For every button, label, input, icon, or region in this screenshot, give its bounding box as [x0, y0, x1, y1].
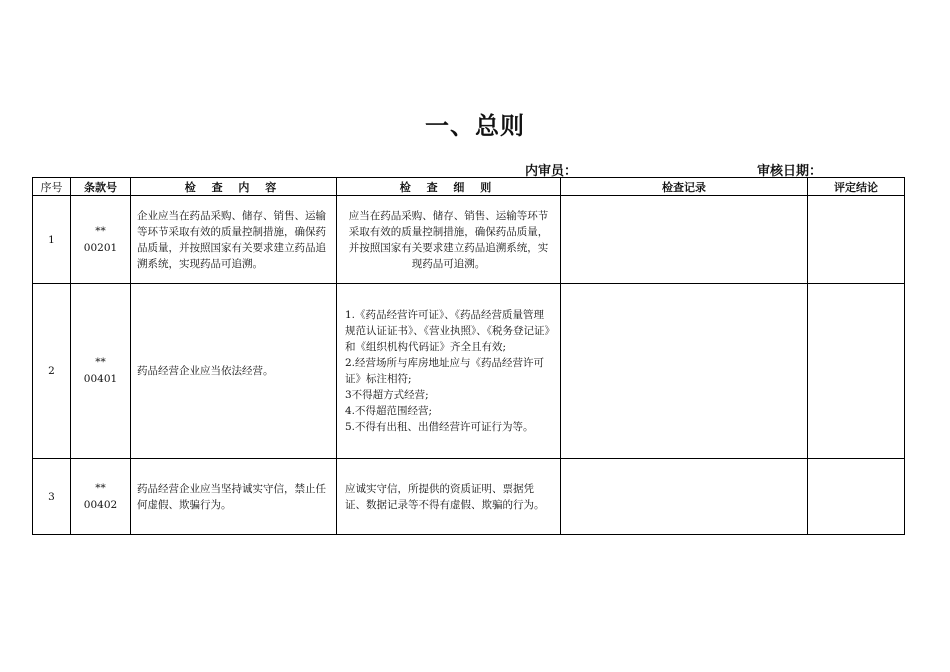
header-rule: 检 查 细 则 — [337, 178, 561, 196]
conclusion-cell[interactable] — [808, 196, 905, 284]
table-row — [33, 284, 905, 459]
auditor-label: 内审员： — [525, 164, 578, 179]
conclusion-cell[interactable] — [808, 284, 905, 459]
record-cell[interactable] — [561, 196, 808, 284]
rule-cell — [337, 459, 561, 535]
inspection-table — [32, 177, 905, 535]
clause-number: 00401 — [83, 373, 118, 385]
clause-number: 00201 — [83, 241, 118, 254]
clause-cell — [71, 284, 131, 459]
clause-mark: ** — [95, 356, 106, 368]
row-index: 2 — [33, 284, 71, 459]
rule-line: 应诚实守信，所提供的资质证明、票据凭证、数据记录等不得有虚假、欺骗的行为。 — [345, 482, 545, 511]
header-clause: 条款号 — [71, 178, 131, 196]
header-serial: 序号 — [33, 178, 71, 196]
clause-mark: ** — [95, 481, 106, 494]
clause-cell — [71, 196, 131, 284]
table-row — [33, 196, 905, 284]
clause-number: 00402 — [83, 498, 118, 511]
rule-line: 3不得超方式经营; — [345, 389, 429, 401]
content-cell: 药品经营企业应当坚持诚实守信，禁止任何虚假、欺骗行为。 — [131, 459, 337, 535]
page-title: 一、总则 — [425, 112, 525, 140]
rule-line: 应当在药品采购、储存、销售、运输等环节采取有效的质量控制措施，确保药品质量，并按照国家有关要求建立药品追溯系统，实现药品可追溯。 — [348, 209, 549, 270]
rule-cell — [337, 284, 561, 459]
header-content: 检 查 内 容 — [131, 178, 337, 196]
clause-mark: ** — [95, 224, 106, 237]
rule-line: 1.《药品经营许可证》、《药品经营质量管理规范认证证书》、《营业执照》、《税务登记证》和《组织机构代码证》齐全且有效; — [345, 309, 550, 353]
header-conclusion: 评定结论 — [808, 178, 905, 196]
table-row — [33, 459, 905, 535]
row-index: 3 — [33, 459, 71, 535]
record-cell[interactable] — [561, 459, 808, 535]
content-cell: 药品经营企业应当依法经营。 — [131, 284, 337, 459]
clause-cell — [71, 459, 131, 535]
rule-cell — [337, 196, 561, 284]
rule-line: 5.不得有出租、出借经营许可证行为等。 — [345, 421, 534, 433]
rule-line: 4.不得超范围经营; — [345, 405, 433, 417]
content-cell: 企业应当在药品采购、储存、销售、运输等环节采取有效的质量控制措施，确保药品质量，并按照国家有关要求建立药品追溯系统，实现药品可追溯。 — [131, 196, 337, 284]
table-header-row — [33, 178, 905, 196]
rule-line: 2.经营场所与库房地址应与《药品经营许可证》标注相符; — [345, 357, 545, 385]
audit-date-label: 审核日期： — [757, 164, 823, 179]
record-cell[interactable] — [561, 284, 808, 459]
row-index: 1 — [33, 196, 71, 284]
header-record: 检查记录 — [561, 178, 808, 196]
conclusion-cell[interactable] — [808, 459, 905, 535]
